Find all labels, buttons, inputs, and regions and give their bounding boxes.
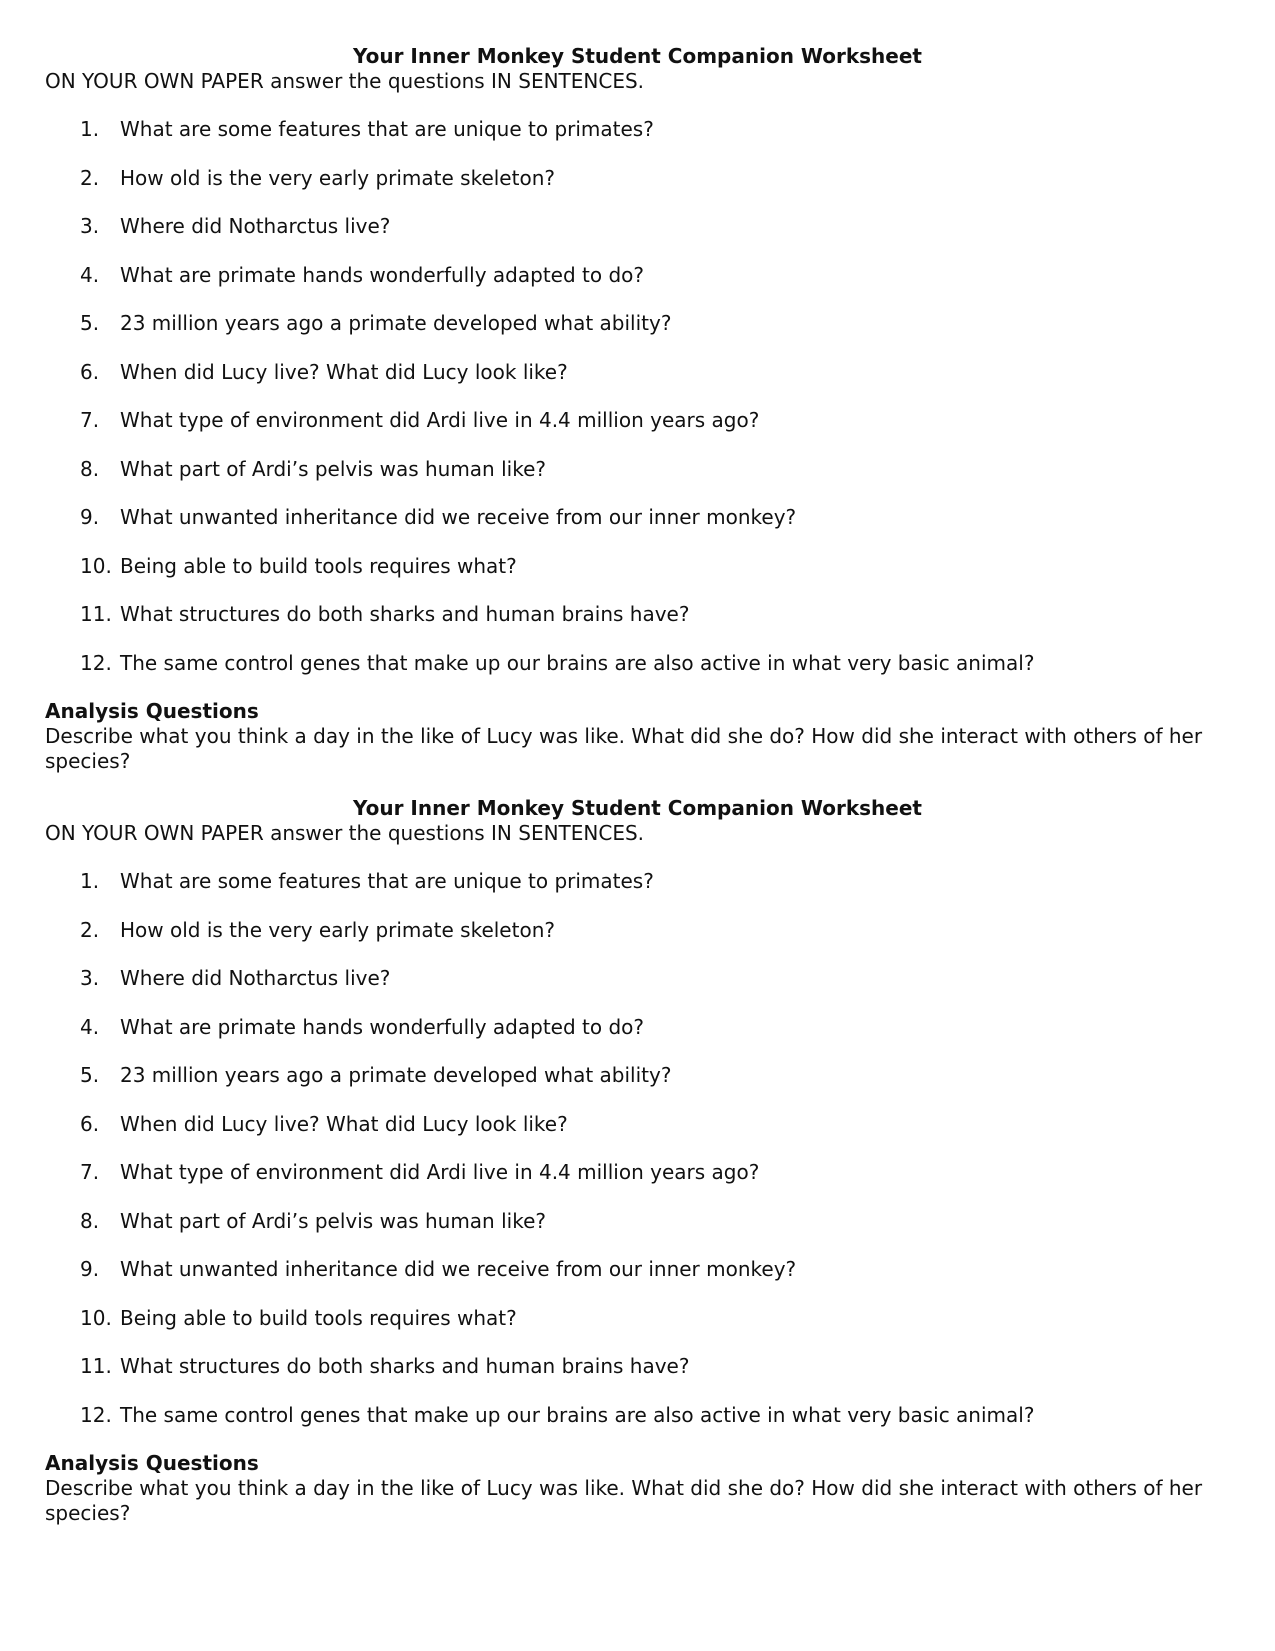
question-text: The same control genes that make up our brains are also active in what very basic animal? — [120, 1403, 1035, 1427]
question-text: The same control genes that make up our brains are also active in what very basic animal? — [120, 651, 1035, 675]
question-number: 11. — [80, 1354, 112, 1378]
question-text: What structures do both sharks and human brains have? — [120, 1354, 690, 1378]
question-number: 3. — [80, 966, 100, 990]
question-text: What part of Ardi’s pelvis was human like? — [120, 457, 546, 481]
question-number: 2. — [80, 918, 100, 942]
question-number: 6. — [80, 360, 100, 384]
question-text: When did Lucy live? What did Lucy look like? — [120, 1112, 568, 1136]
worksheet-title: Your Inner Monkey Student Companion Worksheet — [352, 796, 922, 820]
question-text: What unwanted inheritance did we receive from our inner monkey? — [120, 1257, 797, 1281]
question-text: What are primate hands wonderfully adapted to do? — [120, 1015, 645, 1039]
question-number: 2. — [80, 166, 100, 190]
worksheet-2 — [45, 796, 1230, 1525]
question-number: 9. — [80, 1257, 100, 1281]
analysis-prompt: Describe what you think a day in the like of Lucy was like. What did she do? How did she interact with others of her species? — [45, 724, 1203, 773]
question-number: 7. — [80, 1160, 100, 1184]
worksheet-1 — [45, 44, 1230, 773]
question-number: 6. — [80, 1112, 100, 1136]
analysis-prompt: Describe what you think a day in the like of Lucy was like. What did she do? How did she interact with others of her species? — [45, 1476, 1203, 1525]
question-text: What are primate hands wonderfully adapted to do? — [120, 263, 645, 287]
question-number: 1. — [80, 869, 100, 893]
question-text: How old is the very early primate skeleton? — [120, 166, 555, 190]
question-text: How old is the very early primate skeleton? — [120, 918, 555, 942]
question-number: 4. — [80, 263, 100, 287]
question-text: Where did Notharctus live? — [120, 966, 391, 990]
question-text: 23 million years ago a primate developed what ability? — [120, 1063, 672, 1087]
question-number: 9. — [80, 505, 100, 529]
worksheet-title: Your Inner Monkey Student Companion Worksheet — [352, 44, 922, 68]
question-text: What are some features that are unique to primates? — [120, 869, 654, 893]
worksheet-instruction: ON YOUR OWN PAPER answer the questions IN SENTENCES. — [45, 821, 645, 845]
question-number: 12. — [80, 1403, 112, 1427]
question-number: 8. — [80, 457, 100, 481]
question-number: 5. — [80, 1063, 100, 1087]
question-text: What type of environment did Ardi live in 4.4 million years ago? — [120, 1160, 760, 1184]
question-number: 11. — [80, 602, 112, 626]
question-number: 10. — [80, 1306, 112, 1330]
analysis-heading: Analysis Questions — [45, 699, 259, 723]
question-number: 3. — [80, 214, 100, 238]
question-text: What are some features that are unique to primates? — [120, 117, 654, 141]
question-number: 7. — [80, 408, 100, 432]
question-number: 5. — [80, 311, 100, 335]
question-number: 4. — [80, 1015, 100, 1039]
question-number: 1. — [80, 117, 100, 141]
question-text: What structures do both sharks and human brains have? — [120, 602, 690, 626]
question-text: Being able to build tools requires what? — [120, 1306, 517, 1330]
question-number: 12. — [80, 651, 112, 675]
question-text: Being able to build tools requires what? — [120, 554, 517, 578]
analysis-heading: Analysis Questions — [45, 1451, 259, 1475]
question-number: 8. — [80, 1209, 100, 1233]
question-number: 10. — [80, 554, 112, 578]
question-text: Where did Notharctus live? — [120, 214, 391, 238]
question-text: 23 million years ago a primate developed what ability? — [120, 311, 672, 335]
question-text: What unwanted inheritance did we receive from our inner monkey? — [120, 505, 797, 529]
question-text: When did Lucy live? What did Lucy look like? — [120, 360, 568, 384]
worksheet-instruction: ON YOUR OWN PAPER answer the questions IN SENTENCES. — [45, 69, 645, 93]
question-text: What type of environment did Ardi live in 4.4 million years ago? — [120, 408, 760, 432]
question-text: What part of Ardi’s pelvis was human like? — [120, 1209, 546, 1233]
